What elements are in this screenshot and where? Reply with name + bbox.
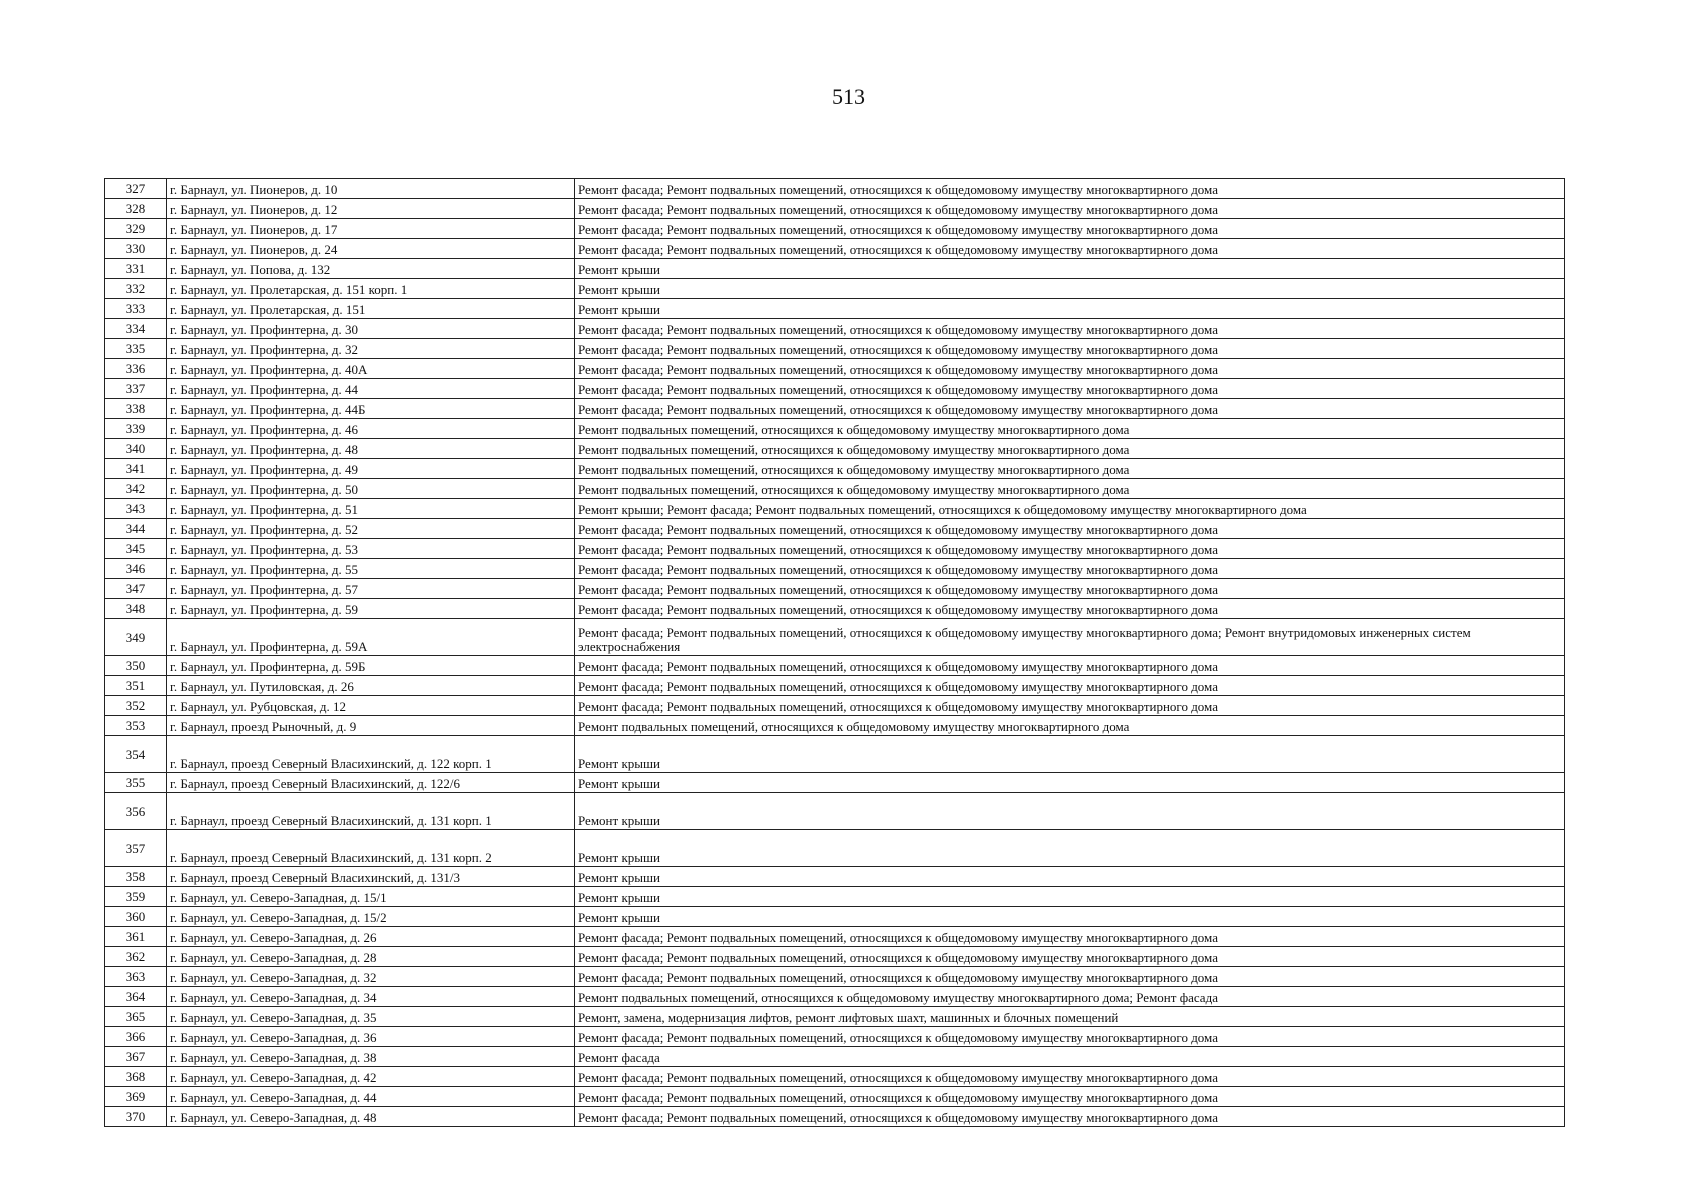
address-cell: г. Барнаул, ул. Путиловская, д. 26 — [167, 676, 575, 696]
address-cell: г. Барнаул, ул. Пролетарская, д. 151 корп. 1 — [167, 279, 575, 299]
address-cell: г. Барнаул, ул. Попова, д. 132 — [167, 259, 575, 279]
row-number-cell: 370 — [105, 1107, 167, 1127]
address-cell: г. Барнаул, ул. Профинтерна, д. 51 — [167, 499, 575, 519]
table-row — [105, 656, 1565, 676]
work-type-cell: Ремонт фасада; Ремонт подвальных помещений, относящихся к общедомовому имуществу многоквартирного дома — [575, 239, 1565, 259]
address-cell: г. Барнаул, ул. Профинтерна, д. 59Б — [167, 656, 575, 676]
work-type-cell: Ремонт подвальных помещений, относящихся к общедомовому имуществу многоквартирного дома — [575, 716, 1565, 736]
table-row — [105, 907, 1565, 927]
row-number-cell: 336 — [105, 359, 167, 379]
table-row — [105, 947, 1565, 967]
row-number-cell: 334 — [105, 319, 167, 339]
address-cell: г. Барнаул, ул. Профинтерна, д. 40А — [167, 359, 575, 379]
work-type-cell: Ремонт крыши — [575, 299, 1565, 319]
work-type-cell: Ремонт крыши — [575, 793, 1565, 830]
work-type-cell: Ремонт крыши; Ремонт фасада; Ремонт подвальных помещений, относящихся к общедомовому имуществу многоквартирного дома — [575, 499, 1565, 519]
row-number-cell: 341 — [105, 459, 167, 479]
work-type-cell: Ремонт фасада; Ремонт подвальных помещений, относящихся к общедомовому имуществу многоквартирного дома — [575, 1087, 1565, 1107]
row-number-cell: 339 — [105, 419, 167, 439]
work-type-cell: Ремонт крыши — [575, 830, 1565, 867]
row-number-cell: 354 — [105, 736, 167, 773]
work-type-cell: Ремонт фасада; Ремонт подвальных помещений, относящихся к общедомовому имуществу многоквартирного дома — [575, 559, 1565, 579]
work-type-cell: Ремонт подвальных помещений, относящихся к общедомовому имуществу многоквартирного дома — [575, 439, 1565, 459]
row-number-cell: 330 — [105, 239, 167, 259]
work-type-cell: Ремонт фасада; Ремонт подвальных помещений, относящихся к общедомовому имуществу многоквартирного дома — [575, 319, 1565, 339]
address-cell: г. Барнаул, ул. Профинтерна, д. 44 — [167, 379, 575, 399]
address-cell: г. Барнаул, ул. Профинтерна, д. 55 — [167, 559, 575, 579]
work-type-cell: Ремонт фасада; Ремонт подвальных помещений, относящихся к общедомовому имуществу многоквартирного дома — [575, 656, 1565, 676]
table-row — [105, 379, 1565, 399]
address-cell: г. Барнаул, ул. Профинтерна, д. 48 — [167, 439, 575, 459]
table-row — [105, 459, 1565, 479]
table-row — [105, 239, 1565, 259]
work-type-cell: Ремонт подвальных помещений, относящихся к общедомовому имуществу многоквартирного дома — [575, 419, 1565, 439]
row-number-cell: 340 — [105, 439, 167, 459]
table-row — [105, 1047, 1565, 1067]
address-cell: г. Барнаул, ул. Северо-Западная, д. 35 — [167, 1007, 575, 1027]
page-number: 513 — [832, 84, 865, 109]
table-row — [105, 179, 1565, 199]
row-number-cell: 367 — [105, 1047, 167, 1067]
table-row — [105, 987, 1565, 1007]
row-number-cell: 344 — [105, 519, 167, 539]
row-number-cell: 335 — [105, 339, 167, 359]
address-cell: г. Барнаул, проезд Северный Власихинский, д. 131 корп. 2 — [167, 830, 575, 867]
work-type-cell: Ремонт крыши — [575, 887, 1565, 907]
work-type-cell: Ремонт фасада; Ремонт подвальных помещений, относящихся к общедомовому имуществу многоквартирного дома — [575, 539, 1565, 559]
address-cell: г. Барнаул, ул. Северо-Западная, д. 32 — [167, 967, 575, 987]
address-cell: г. Барнаул, ул. Северо-Западная, д. 26 — [167, 927, 575, 947]
table-row — [105, 716, 1565, 736]
address-cell: г. Барнаул, ул. Профинтерна, д. 57 — [167, 579, 575, 599]
address-cell: г. Барнаул, ул. Пролетарская, д. 151 — [167, 299, 575, 319]
work-type-cell: Ремонт фасада; Ремонт подвальных помещений, относящихся к общедомовому имуществу многоквартирного дома — [575, 379, 1565, 399]
row-number-cell: 346 — [105, 559, 167, 579]
table-row — [105, 1027, 1565, 1047]
work-type-cell: Ремонт фасада; Ремонт подвальных помещений, относящихся к общедомовому имуществу многоквартирного дома; Ремонт внутридомовых инженерных систем электроснабжения — [575, 619, 1565, 656]
row-number-cell: 342 — [105, 479, 167, 499]
repair-table — [104, 178, 1565, 1127]
address-cell: г. Барнаул, ул. Профинтерна, д. 44Б — [167, 399, 575, 419]
address-cell: г. Барнаул, проезд Северный Власихинский, д. 122 корп. 1 — [167, 736, 575, 773]
work-type-cell: Ремонт крыши — [575, 279, 1565, 299]
address-cell: г. Барнаул, ул. Рубцовская, д. 12 — [167, 696, 575, 716]
table-row — [105, 619, 1565, 656]
address-cell: г. Барнаул, ул. Профинтерна, д. 59 — [167, 599, 575, 619]
address-cell: г. Барнаул, ул. Пионеров, д. 12 — [167, 199, 575, 219]
table-row — [105, 927, 1565, 947]
row-number-cell: 332 — [105, 279, 167, 299]
row-number-cell: 331 — [105, 259, 167, 279]
row-number-cell: 357 — [105, 830, 167, 867]
table-row — [105, 559, 1565, 579]
table-row — [105, 736, 1565, 773]
table-row — [105, 319, 1565, 339]
address-cell: г. Барнаул, проезд Северный Власихинский, д. 131/3 — [167, 867, 575, 887]
table-row — [105, 1007, 1565, 1027]
address-cell: г. Барнаул, ул. Профинтерна, д. 59А — [167, 619, 575, 656]
row-number-cell: 358 — [105, 867, 167, 887]
work-type-cell: Ремонт фасада; Ремонт подвальных помещений, относящихся к общедомовому имуществу многоквартирного дома — [575, 1067, 1565, 1087]
address-cell: г. Барнаул, ул. Профинтерна, д. 49 — [167, 459, 575, 479]
work-type-cell: Ремонт фасада; Ремонт подвальных помещений, относящихся к общедомовому имуществу многоквартирного дома — [575, 599, 1565, 619]
table-row — [105, 887, 1565, 907]
table-row — [105, 279, 1565, 299]
work-type-cell: Ремонт фасада; Ремонт подвальных помещений, относящихся к общедомовому имуществу многоквартирного дома — [575, 339, 1565, 359]
row-number-cell: 359 — [105, 887, 167, 907]
table-row — [105, 1087, 1565, 1107]
address-cell: г. Барнаул, ул. Профинтерна, д. 46 — [167, 419, 575, 439]
row-number-cell: 369 — [105, 1087, 167, 1107]
address-cell: г. Барнаул, ул. Северо-Западная, д. 38 — [167, 1047, 575, 1067]
work-type-cell: Ремонт фасада; Ремонт подвальных помещений, относящихся к общедомовому имуществу многоквартирного дома — [575, 927, 1565, 947]
work-type-cell: Ремонт фасада; Ремонт подвальных помещений, относящихся к общедомовому имуществу многоквартирного дома — [575, 359, 1565, 379]
address-cell: г. Барнаул, проезд Северный Власихинский, д. 131 корп. 1 — [167, 793, 575, 830]
work-type-cell: Ремонт фасада; Ремонт подвальных помещений, относящихся к общедомовому имуществу многоквартирного дома — [575, 1107, 1565, 1127]
work-type-cell: Ремонт крыши — [575, 259, 1565, 279]
work-type-cell: Ремонт крыши — [575, 867, 1565, 887]
address-cell: г. Барнаул, ул. Профинтерна, д. 32 — [167, 339, 575, 359]
work-type-cell: Ремонт фасада; Ремонт подвальных помещений, относящихся к общедомовому имуществу многоквартирного дома — [575, 947, 1565, 967]
work-type-cell: Ремонт фасада; Ремонт подвальных помещений, относящихся к общедомовому имуществу многоквартирного дома — [575, 696, 1565, 716]
table-row — [105, 967, 1565, 987]
address-cell: г. Барнаул, ул. Северо-Западная, д. 48 — [167, 1107, 575, 1127]
row-number-cell: 362 — [105, 947, 167, 967]
address-cell: г. Барнаул, ул. Северо-Западная, д. 15/2 — [167, 907, 575, 927]
address-cell: г. Барнаул, ул. Пионеров, д. 10 — [167, 179, 575, 199]
table-row — [105, 1067, 1565, 1087]
address-cell: г. Барнаул, ул. Северо-Западная, д. 44 — [167, 1087, 575, 1107]
row-number-cell: 353 — [105, 716, 167, 736]
work-type-cell: Ремонт фасада; Ремонт подвальных помещений, относящихся к общедомовому имуществу многоквартирного дома — [575, 1027, 1565, 1047]
address-cell: г. Барнаул, ул. Пионеров, д. 17 — [167, 219, 575, 239]
work-type-cell: Ремонт подвальных помещений, относящихся к общедомовому имуществу многоквартирного дома — [575, 479, 1565, 499]
address-cell: г. Барнаул, ул. Профинтерна, д. 30 — [167, 319, 575, 339]
work-type-cell: Ремонт фасада; Ремонт подвальных помещений, относящихся к общедомовому имуществу многоквартирного дома — [575, 399, 1565, 419]
address-cell: г. Барнаул, проезд Северный Власихинский, д. 122/6 — [167, 773, 575, 793]
address-cell: г. Барнаул, ул. Северо-Западная, д. 42 — [167, 1067, 575, 1087]
work-type-cell: Ремонт крыши — [575, 907, 1565, 927]
row-number-cell: 366 — [105, 1027, 167, 1047]
work-type-cell: Ремонт фасада; Ремонт подвальных помещений, относящихся к общедомовому имуществу многоквартирного дома — [575, 579, 1565, 599]
address-cell: г. Барнаул, ул. Профинтерна, д. 52 — [167, 519, 575, 539]
table-row — [105, 259, 1565, 279]
row-number-cell: 348 — [105, 599, 167, 619]
work-type-cell: Ремонт фасада; Ремонт подвальных помещений, относящихся к общедомовому имуществу многоквартирного дома — [575, 676, 1565, 696]
address-cell: г. Барнаул, ул. Северо-Западная, д. 34 — [167, 987, 575, 1007]
row-number-cell: 356 — [105, 793, 167, 830]
row-number-cell: 333 — [105, 299, 167, 319]
table-row — [105, 793, 1565, 830]
work-type-cell: Ремонт крыши — [575, 773, 1565, 793]
row-number-cell: 355 — [105, 773, 167, 793]
row-number-cell: 360 — [105, 907, 167, 927]
row-number-cell: 327 — [105, 179, 167, 199]
row-number-cell: 343 — [105, 499, 167, 519]
address-cell: г. Барнаул, ул. Профинтерна, д. 53 — [167, 539, 575, 559]
row-number-cell: 350 — [105, 656, 167, 676]
work-type-cell: Ремонт фасада; Ремонт подвальных помещений, относящихся к общедомовому имуществу многоквартирного дома — [575, 219, 1565, 239]
address-cell: г. Барнаул, ул. Северо-Западная, д. 15/1 — [167, 887, 575, 907]
row-number-cell: 361 — [105, 927, 167, 947]
table-row — [105, 519, 1565, 539]
address-cell: г. Барнаул, ул. Северо-Западная, д. 36 — [167, 1027, 575, 1047]
row-number-cell: 338 — [105, 399, 167, 419]
table-row — [105, 676, 1565, 696]
work-type-cell: Ремонт фасада; Ремонт подвальных помещений, относящихся к общедомовому имуществу многоквартирного дома — [575, 179, 1565, 199]
row-number-cell: 364 — [105, 987, 167, 1007]
table-row — [105, 419, 1565, 439]
work-type-cell: Ремонт фасада — [575, 1047, 1565, 1067]
table-row — [105, 439, 1565, 459]
table-row — [105, 299, 1565, 319]
table-row — [105, 696, 1565, 716]
work-type-cell: Ремонт подвальных помещений, относящихся к общедомовому имуществу многоквартирного дома; Ремонт фасада — [575, 987, 1565, 1007]
work-type-cell: Ремонт фасада; Ремонт подвальных помещений, относящихся к общедомовому имуществу многоквартирного дома — [575, 199, 1565, 219]
table-row — [105, 499, 1565, 519]
work-type-cell: Ремонт крыши — [575, 736, 1565, 773]
table-row — [105, 219, 1565, 239]
row-number-cell: 363 — [105, 967, 167, 987]
row-number-cell: 345 — [105, 539, 167, 559]
row-number-cell: 365 — [105, 1007, 167, 1027]
table-row — [105, 867, 1565, 887]
table-row — [105, 399, 1565, 419]
table-row — [105, 359, 1565, 379]
row-number-cell: 349 — [105, 619, 167, 656]
address-cell: г. Барнаул, ул. Пионеров, д. 24 — [167, 239, 575, 259]
work-type-cell: Ремонт подвальных помещений, относящихся к общедомовому имуществу многоквартирного дома — [575, 459, 1565, 479]
table-row — [105, 199, 1565, 219]
address-cell: г. Барнаул, ул. Профинтерна, д. 50 — [167, 479, 575, 499]
row-number-cell: 328 — [105, 199, 167, 219]
table-row — [105, 539, 1565, 559]
row-number-cell: 337 — [105, 379, 167, 399]
table-row — [105, 479, 1565, 499]
table-row — [105, 339, 1565, 359]
table-row — [105, 773, 1565, 793]
table-row — [105, 1107, 1565, 1127]
table-row — [105, 579, 1565, 599]
work-type-cell: Ремонт фасада; Ремонт подвальных помещений, относящихся к общедомовому имуществу многоквартирного дома — [575, 519, 1565, 539]
work-type-cell: Ремонт фасада; Ремонт подвальных помещений, относящихся к общедомовому имуществу многоквартирного дома — [575, 967, 1565, 987]
row-number-cell: 352 — [105, 696, 167, 716]
row-number-cell: 351 — [105, 676, 167, 696]
work-type-cell: Ремонт, замена, модернизация лифтов, ремонт лифтовых шахт, машинных и блочных помещений — [575, 1007, 1565, 1027]
address-cell: г. Барнаул, ул. Северо-Западная, д. 28 — [167, 947, 575, 967]
repair-table-body — [105, 179, 1565, 1127]
table-row — [105, 599, 1565, 619]
row-number-cell: 368 — [105, 1067, 167, 1087]
table-row — [105, 830, 1565, 867]
row-number-cell: 347 — [105, 579, 167, 599]
address-cell: г. Барнаул, проезд Рыночный, д. 9 — [167, 716, 575, 736]
row-number-cell: 329 — [105, 219, 167, 239]
